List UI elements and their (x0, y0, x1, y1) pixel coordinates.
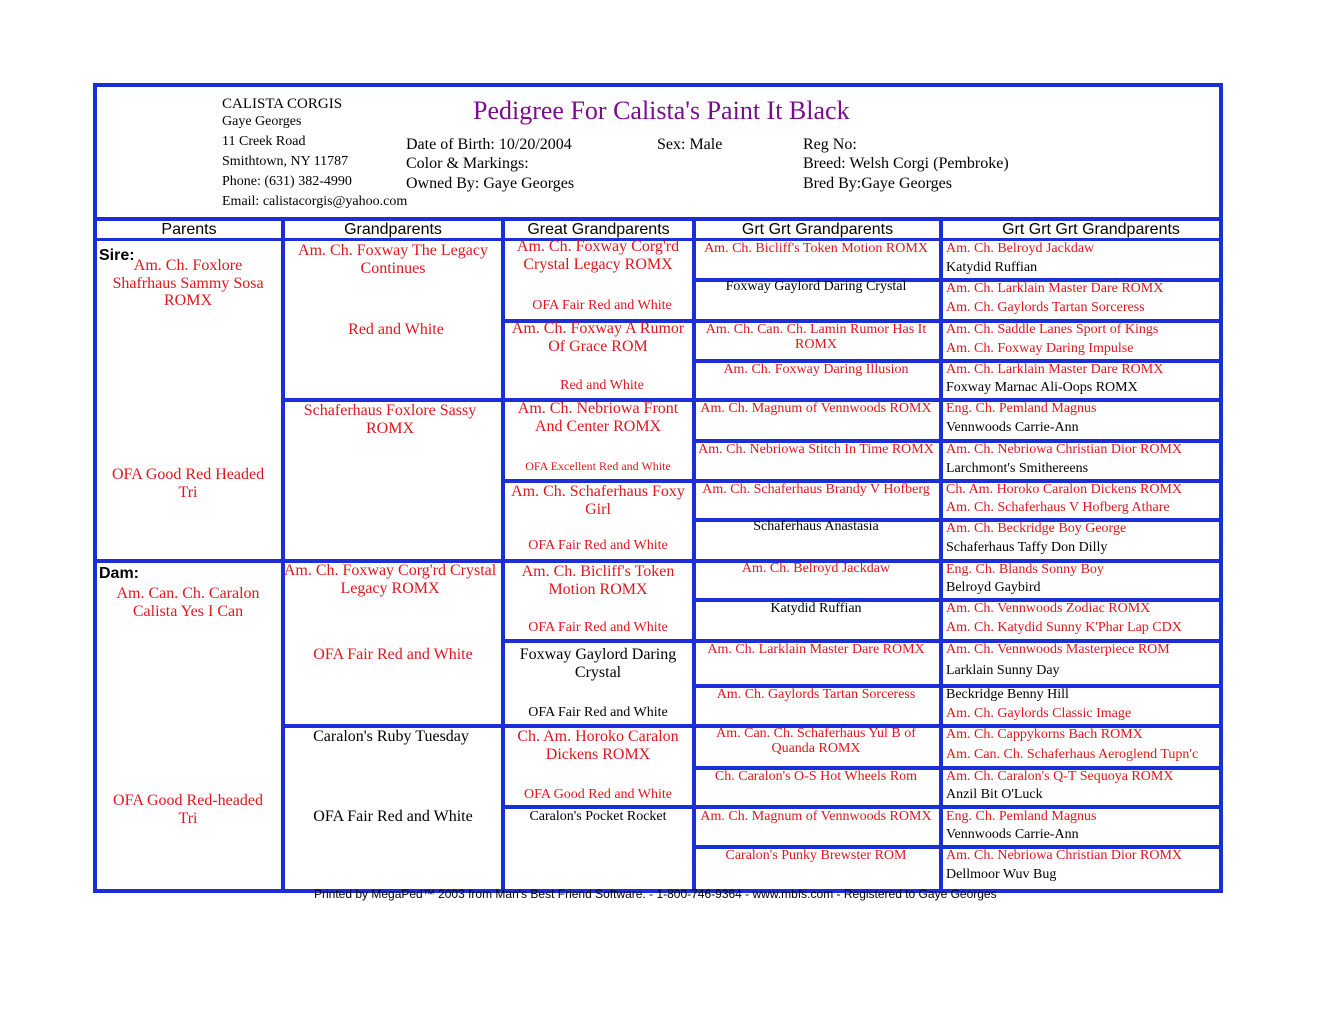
grt-grt-grandparent-name: Am. Ch. Belroyd Jackdaw (741, 561, 891, 576)
grt-grt-grt-grandparent-name: Beckridge Benny Hill (946, 687, 1069, 702)
grt-grt-grandparent-name: Am. Ch. Bicliff's Token Motion ROMX (704, 241, 928, 256)
grt-grt-grt-grandparent-name: Am. Can. Ch. Schaferhaus Aeroglend Tupn'c (946, 747, 1199, 762)
grt-grt-grandparent-name: Am. Ch. Larklain Master Dare ROMX (707, 642, 925, 657)
col-divider-3 (692, 217, 696, 889)
sex: Sex: Male (657, 136, 723, 153)
grandparent-note: OFA Fair Red and White (313, 808, 473, 825)
grt-grt-grt-grandparent-name: Am. Ch. Gaylords Tartan Sorceress (946, 300, 1145, 315)
grandparent-name: Schaferhaus Foxlore Sassy ROMX (303, 402, 477, 437)
great-grandparent-name: Am. Ch. Nebriowa Front And Center ROMX (517, 400, 679, 435)
grt-grt-grt-grandparent-name: Am. Ch. Nebriowa Christian Dior ROMX (946, 442, 1183, 457)
dam-label: Dam: (99, 565, 140, 582)
grt-grt-grt-grandparent-name: Eng. Ch. Pemland Magnus (946, 401, 1097, 416)
grt-grt-grandparent-name: Am. Ch. Foxway Daring Illusion (723, 362, 909, 377)
grt-grt-grt-grandparent-name: Belroyd Gaybird (946, 580, 1041, 595)
grt-grt-grt-grandparent-name: Am. Ch. Beckridge Boy George (946, 521, 1127, 536)
col-divider-2 (501, 217, 505, 889)
grandparent-name: Am. Ch. Foxway Corg'rd Crystal Legacy ROMX (283, 562, 497, 597)
col-header-parents: Parents (161, 221, 217, 238)
great-grandparent-name: Caralon's Pocket Rocket (529, 809, 667, 824)
grt-grt-grt-grandparent-name: Eng. Ch. Pemland Magnus (946, 809, 1097, 824)
city-address: Smithtown, NY 11787 (222, 154, 349, 169)
great-grandparent-note: OFA Fair Red and White (528, 538, 668, 553)
grt-grt-grt-grandparent-name: Am. Ch. Gaylords Classic Image (946, 706, 1132, 721)
col-header-grt-grt-grt-grandparents: Grt Grt Grt Grandparents (1002, 221, 1180, 238)
grandparent-name: Am. Ch. Foxway The Legacy Continues (298, 242, 488, 277)
grandparent-note: Red and White (348, 321, 444, 338)
grt-grt-grt-grandparent-name: Am. Ch. Cappykorns Bach ROMX (946, 727, 1143, 742)
kennel-name: CALISTA CORGIS (222, 96, 343, 112)
grt-grt-grt-grandparent-name: Larchmont's Smithereens (946, 461, 1089, 476)
grt-grt-grt-grandparent-name: Am. Ch. Katydid Sunny K'Phar Lap CDX (946, 620, 1182, 635)
grt-grt-grandparent-name: Katydid Ruffian (770, 601, 862, 616)
grt-grt-grt-grandparent-name: Ch. Am. Horoko Caralon Dickens ROMX (946, 482, 1183, 497)
grt-grt-grandparent-name: Am. Ch. Magnum of Vennwoods ROMX (700, 809, 932, 824)
col-divider-1 (281, 217, 285, 889)
grt-grt-grt-grandparent-name: Am. Ch. Vennwoods Masterpiece ROM (946, 642, 1170, 657)
great-grandparent-note: OFA Good Red and White (523, 787, 673, 802)
grt-grt-grt-grandparent-name: Foxway Marnac Ali-Oops ROMX (946, 380, 1138, 395)
footer-credit: Printed by MegaPed™ 2003 from Man's Best Friend Software. - 1-800-746-9364 - www.mbfs.com - Registered to Gaye Georges (314, 887, 997, 901)
sire-name: Am. Ch. Foxlore Shafrhaus Sammy Sosa ROMX (112, 257, 264, 310)
grt-grt-grt-grandparent-name: Am. Ch. Larklain Master Dare ROMX (946, 362, 1164, 377)
great-grandparent-name: Foxway Gaylord Daring Crystal (519, 646, 677, 681)
grt-grt-grandparent-name: Am. Can. Ch. Schaferhaus Yul B of Quanda ROMX (716, 726, 916, 757)
grt-grt-grt-grandparent-name: Am. Ch. Saddle Lanes Sport of Kings (946, 322, 1159, 337)
grt-grt-grt-grandparent-name: Am. Ch. Schaferhaus V Hofberg Athare (946, 500, 1170, 515)
dam-name: Am. Can. Ch. Caralon Calista Yes I Can (116, 585, 260, 620)
grt-grt-grt-grandparent-name: Am. Ch. Nebriowa Christian Dior ROMX (946, 848, 1183, 863)
great-grandparent-name: Am. Ch. Foxway Corg'rd Crystal Legacy ROMX (516, 238, 680, 273)
great-grandparent-name: Ch. Am. Horoko Caralon Dickens ROMX (517, 728, 679, 763)
grandparent-name: Caralon's Ruby Tuesday (313, 728, 469, 745)
grt-grt-grt-grandparent-name: Larklain Sunny Day (946, 663, 1060, 678)
grt-grt-grandparent-name: Am. Ch. Can. Ch. Lamin Rumor Has It ROMX (705, 322, 927, 353)
great-grandparent-note: OFA Fair Red and White (528, 705, 668, 720)
grt-grt-grandparent-name: Am. Ch. Schaferhaus Brandy V Hofberg (702, 482, 930, 497)
grt-grt-grt-grandparent-name: Katydid Ruffian (946, 260, 1038, 275)
grt-grt-grt-grandparent-name: Vennwoods Carrie-Ann (946, 420, 1079, 435)
page-title: Pedigree For Calista's Paint It Black (473, 96, 850, 125)
great-grandparent-note: OFA Fair Red and White (532, 298, 672, 313)
great-grandparent-note: OFA Excellent Red and White (525, 459, 671, 473)
grt-grt-grt-grandparent-name: Schaferhaus Taffy Don Dilly (946, 540, 1108, 555)
grt-grt-grt-grandparent-name: Vennwoods Carrie-Ann (946, 827, 1079, 842)
reg-no: Reg No: (803, 136, 857, 153)
date-of-birth: Date of Birth: 10/20/2004 (406, 136, 572, 153)
owner-name: Gaye Georges (222, 114, 302, 129)
grt-grt-grt-grandparent-name: Eng. Ch. Blands Sonny Boy (946, 562, 1104, 577)
grt-grt-grt-grandparent-name: Am. Ch. Belroyd Jackdaw (946, 241, 1095, 256)
grt-grt-grt-grandparent-name: Anzil Bit O'Luck (946, 787, 1043, 802)
sire-label: Sire: (99, 247, 135, 264)
grandparent-note: OFA Fair Red and White (313, 646, 473, 663)
phone: Phone: (631) 382-4990 (222, 174, 352, 189)
breed: Breed: Welsh Corgi (Pembroke) (803, 155, 1009, 172)
grt-grt-grandparent-name: Am. Ch. Gaylords Tartan Sorceress (716, 687, 916, 702)
great-grandparent-note: Red and White (560, 378, 644, 393)
grt-grt-grandparent-name: Ch. Caralon's O-S Hot Wheels Rom (714, 769, 918, 784)
col-divider-4 (939, 217, 943, 889)
sire-ofa: OFA Good Red Headed Tri (111, 466, 265, 501)
grt-grt-grt-grandparent-name: Am. Ch. Vennwoods Zodiac ROMX (946, 601, 1151, 616)
grt-grt-grt-grandparent-name: Am. Ch. Foxway Daring Impulse (946, 341, 1134, 356)
grt-grt-grandparent-name: Foxway Gaylord Daring Crystal (725, 279, 907, 294)
col-header-grandparents: Grandparents (344, 221, 442, 238)
great-grandparent-name: Am. Ch. Schaferhaus Foxy Girl (511, 483, 685, 518)
owned-by: Owned By: Gaye Georges (406, 175, 575, 192)
grt-grt-grandparent-name: Am. Ch. Magnum of Vennwoods ROMX (700, 401, 932, 416)
col-header-grt-grt-grandparents: Grt Grt Grandparents (741, 221, 894, 238)
great-grandparent-name: Am. Ch. Bicliff's Token Motion ROMX (521, 563, 675, 598)
color-markings: Color & Markings: (406, 155, 529, 172)
great-grandparent-note: OFA Fair Red and White (528, 620, 668, 635)
grt-grt-grandparent-name: Am. Ch. Nebriowa Stitch In Time ROMX (698, 442, 934, 457)
grt-grt-grt-grandparent-name: Am. Ch. Caralon's Q-T Sequoya ROMX (946, 769, 1174, 784)
street-address: 11 Creek Road (222, 134, 306, 149)
bred-by: Bred By:Gaye Georges (803, 175, 952, 192)
grt-grt-grandparent-name: Schaferhaus Anastasia (753, 519, 879, 534)
grt-grt-grt-grandparent-name: Dellmoor Wuv Bug (946, 867, 1057, 882)
grt-grt-grt-grandparent-name: Am. Ch. Larklain Master Dare ROMX (946, 281, 1164, 296)
grt-grt-grandparent-name: Caralon's Punky Brewster ROM (725, 848, 907, 863)
dam-ofa: OFA Good Red-headed Tri (113, 792, 263, 827)
col-header-great-grandparents: Great Grandparents (527, 221, 670, 238)
great-grandparent-name: Am. Ch. Foxway A Rumor Of Grace ROM (511, 320, 685, 355)
email: Email: calistacorgis@yahoo.com (222, 194, 408, 209)
